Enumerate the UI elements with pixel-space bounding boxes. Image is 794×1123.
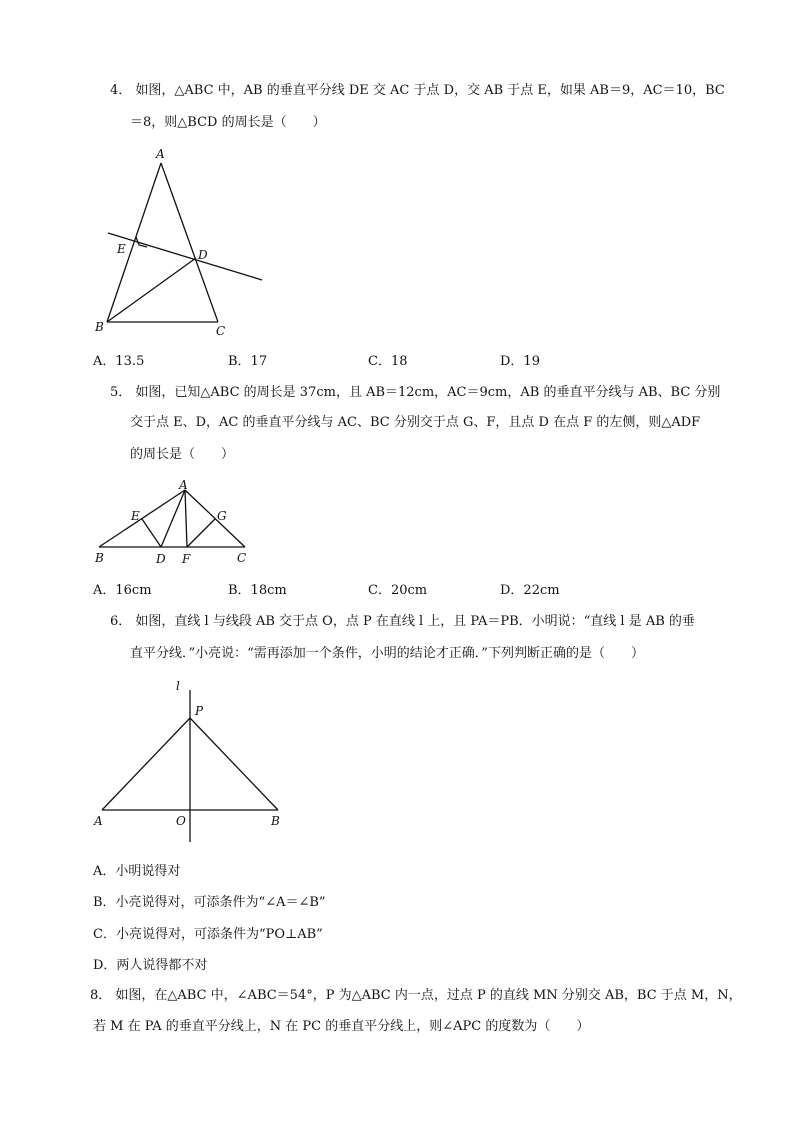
q5-option-c[interactable]: C．20cm bbox=[368, 583, 428, 598]
q5-label-g: G bbox=[217, 509, 227, 523]
q5-option-a[interactable]: A．16cm bbox=[93, 583, 152, 598]
q6-option-c[interactable]: C．小亮说得对，可添条件为“PO⊥AB” bbox=[93, 927, 323, 942]
q4-option-b[interactable]: B．17 bbox=[228, 354, 268, 369]
q6-option-a[interactable]: A．小明说得对 bbox=[93, 864, 181, 879]
q6-label-l: l bbox=[176, 679, 180, 693]
q5-option-b[interactable]: B．18cm bbox=[228, 583, 287, 598]
q5-option-d[interactable]: D．22cm bbox=[500, 583, 560, 598]
q6-text-line-2: 直平分线．”小亮说：“需再添加一个条件，小明的结论才正确．”下列判断正确的是（ ） bbox=[130, 646, 644, 661]
q5-text-line-1: 5． 如图，已知△ABC 的周长是 37cm，且 AB＝12cm，AC＝9cm，AB 的垂直平分线与 AB、BC 分别 bbox=[110, 385, 721, 400]
q5-label-a: A bbox=[179, 478, 188, 492]
q4-label-a: A bbox=[156, 147, 165, 161]
q4-option-a[interactable]: A．13.5 bbox=[93, 354, 145, 369]
q5-text-line-3: 的周长是（ ） bbox=[130, 447, 235, 462]
q8-text-line-2: 若 M 在 PA 的垂直平分线上，N 在 PC 的垂直平分线上，则∠APC 的度数为（ ） bbox=[93, 1019, 590, 1034]
q6-text-line-1: 6． 如图，直线 l 与线段 AB 交于点 O，点 P 在直线 l 上，且 PA＝PB．小明说：“直线 l 是 AB 的垂 bbox=[110, 614, 695, 629]
q4-text-line-1: 4． 如图，△ABC 中，AB 的垂直平分线 DE 交 AC 于点 D，交 AB 于点 E，如果 AB＝9，AC＝10，BC bbox=[110, 83, 725, 98]
q4-text-line-2: ＝8，则△BCD 的周长是（ ） bbox=[130, 115, 326, 130]
q6-label-b: B bbox=[271, 814, 280, 828]
q5-label-e: E bbox=[131, 509, 140, 523]
q6-label-o: O bbox=[176, 814, 186, 828]
q4-label-e: E bbox=[117, 242, 126, 256]
q5-label-d: D bbox=[156, 552, 166, 566]
q5-text-line-2: 交于点 E、D，AC 的垂直平分线与 AC、BC 分别交于点 G、F，且点 D 在点 F 的左侧，则△ADF bbox=[130, 415, 701, 430]
q6-label-p: P bbox=[195, 704, 204, 718]
q6-option-b[interactable]: B．小亮说得对，可添条件为“∠A＝∠B” bbox=[93, 895, 326, 910]
q4-option-c[interactable]: C．18 bbox=[368, 354, 408, 369]
q4-label-c: C bbox=[216, 324, 226, 338]
q5-label-b: B bbox=[95, 551, 104, 565]
q5-label-f: F bbox=[182, 552, 191, 566]
q6-segment-pa bbox=[102, 718, 190, 810]
q8-text-line-1: 8． 如图，在△ABC 中，∠ABC＝54°，P 为△ABC 内一点，过点 P 的直线 MN 分别交 AB，BC 于点 M，N， bbox=[90, 988, 742, 1003]
q6-option-d[interactable]: D．两人说得都不对 bbox=[93, 958, 208, 973]
q4-label-d: D bbox=[198, 248, 208, 262]
q5-label-c: C bbox=[237, 551, 247, 565]
q4-option-d[interactable]: D．19 bbox=[500, 354, 540, 369]
q6-segment-pb bbox=[190, 718, 278, 810]
q6-label-a: A bbox=[94, 814, 103, 828]
q4-label-b: B bbox=[95, 320, 104, 334]
